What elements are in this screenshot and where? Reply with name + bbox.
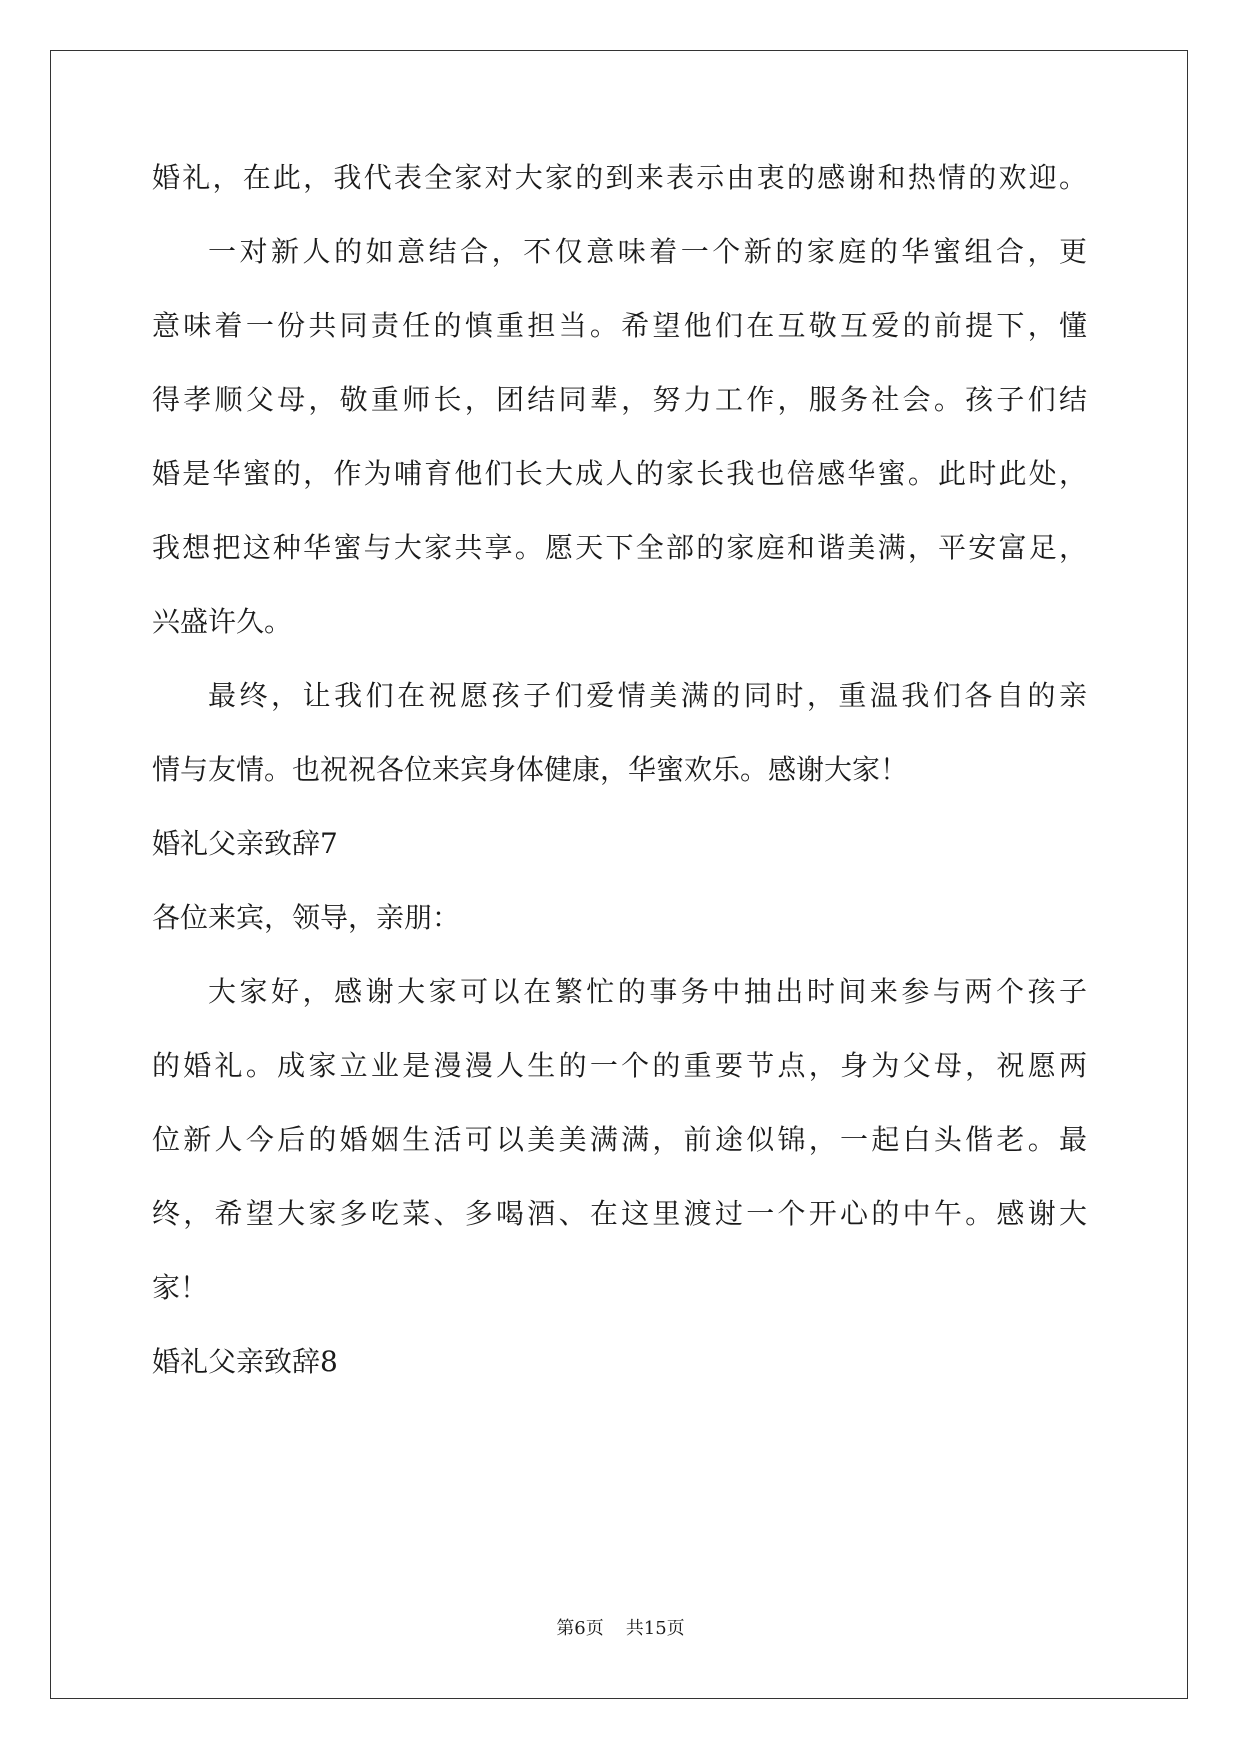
section-heading: 婚礼父亲致辞7 [152,827,338,860]
paragraph-line: 家！ [152,1271,209,1304]
paragraph-line: 终，希望大家多吃菜、多喝酒、在这里渡过一个开心的中午。感谢大 [152,1197,1087,1230]
paragraph-line: 我想把这种华蜜与大家共享。愿天下全部的家庭和谐美满，平安富足， [152,531,1087,564]
paragraph-line: 兴盛许久。 [152,605,293,638]
paragraph-line: 一对新人的如意结合，不仅意味着一个新的家庭的华蜜组合，更 [208,235,1087,268]
paragraph-line: 得孝顺父母，敬重师长，团结同辈，努力工作，服务社会。孩子们结 [152,383,1087,416]
paragraph-line: 意味着一份共同责任的慎重担当。希望他们在互敬互爱的前提下，懂 [152,309,1087,342]
page-border [50,50,1188,1699]
paragraph-line: 位新人今后的婚姻生活可以美美满满，前途似锦，一起白头偕老。最 [152,1123,1087,1156]
paragraph-line: 大家好，感谢大家可以在繁忙的事务中抽出时间来参与两个孩子 [208,975,1087,1008]
paragraph-line: 的婚礼。成家立业是漫漫人生的一个的重要节点，身为父母，祝愿两 [152,1049,1087,1082]
paragraph-line: 情与友情。也祝祝各位来宾身体健康，华蜜欢乐。感谢大家！ [152,753,909,786]
page-total: 共15页 [625,1618,685,1639]
page-footer [0,1617,1241,1641]
page-number: 第6页 [556,1618,604,1639]
salutation: 各位来宾，领导，亲朋： [152,901,461,934]
paragraph-line: 婚礼，在此，我代表全家对大家的到来表示由衷的感谢和热情的欢迎。 [152,161,1087,194]
paragraph-line: 最终，让我们在祝愿孩子们爱情美满的同时，重温我们各自的亲 [208,679,1087,712]
section-heading: 婚礼父亲致辞8 [152,1345,338,1378]
paragraph-line: 婚是华蜜的，作为哺育他们长大成人的家长我也倍感华蜜。此时此处， [152,457,1087,490]
